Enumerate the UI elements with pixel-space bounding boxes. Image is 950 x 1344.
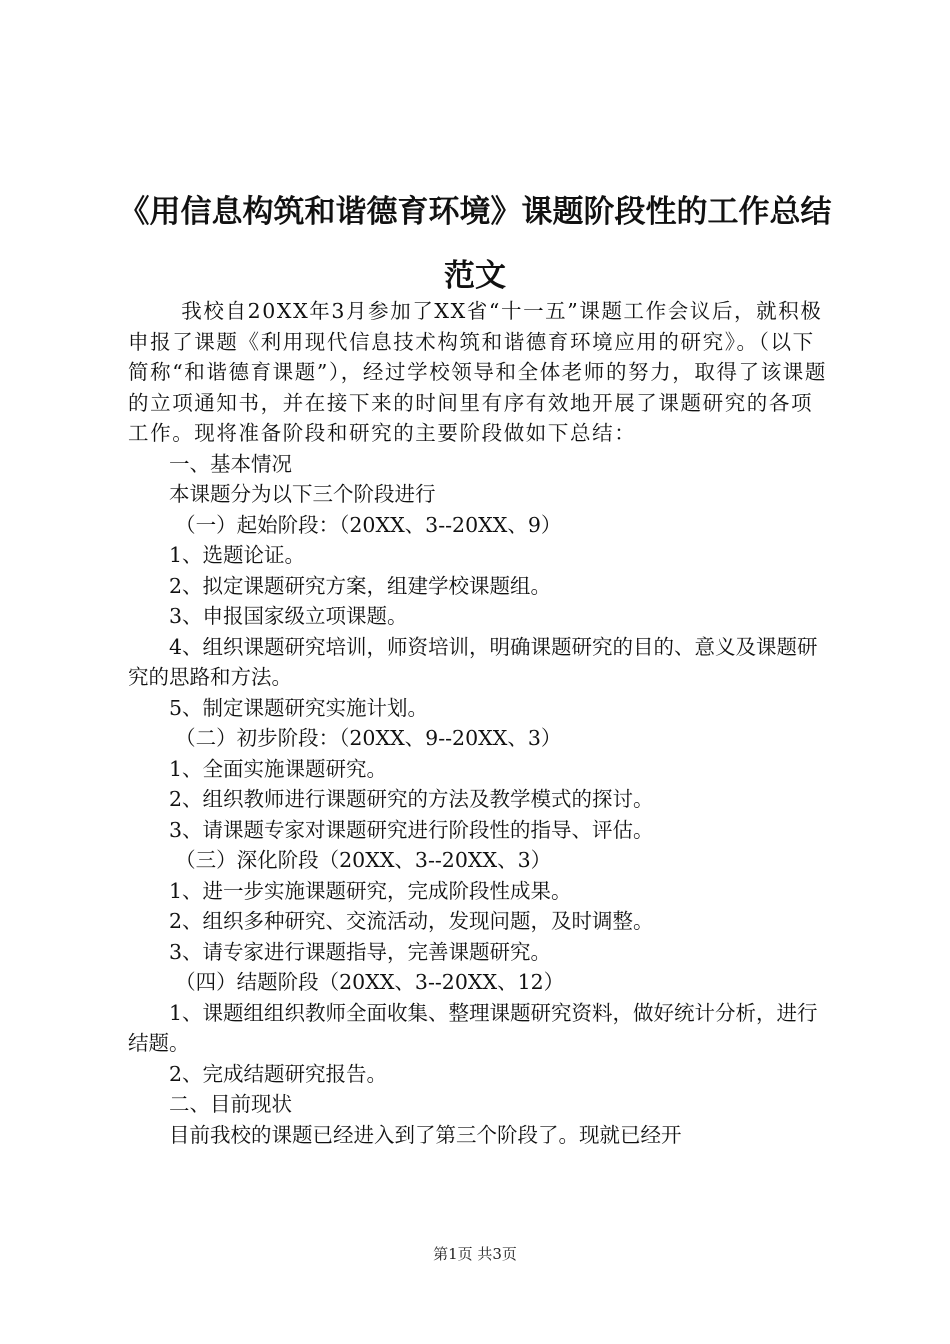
stage-heading: （一）起始阶段：（20XX、3--20XX、9） (175, 512, 562, 537)
list-item: 2、完成结题研究报告。 (169, 1061, 388, 1086)
document-title: 《用信息构筑和谐德育环境》课题阶段性的工作总结范文 (118, 194, 832, 294)
list-item: 2、组织教师进行课题研究的方法及教学模式的探讨。 (169, 787, 654, 811)
list-item: 5、制定课题研究实施计划。 (169, 695, 429, 720)
list-item: 4、组织课题研究培训，师资培训，明确课题研究的目的、意义及课题研究的思路和方法。 (128, 634, 818, 689)
list-item: 2、组织多种研究、交流活动，发现问题，及时调整。 (169, 909, 654, 933)
list-item: 1、进一步实施课题研究，完成阶段性成果。 (169, 878, 572, 903)
status-paragraph: 目前我校的课题已经进入到了第三个阶段了。现就已经开 (169, 1122, 682, 1147)
list-item: 1、选题论证。 (169, 543, 306, 567)
list-item: 2、拟定课题研究方案，组建学校课题组。 (169, 573, 552, 598)
stages-intro: 本课题分为以下三个阶段进行 (169, 482, 436, 506)
section-heading-status: 二、目前现状 (169, 1092, 292, 1116)
intro-paragraph: 我校自20XX年3月参加了XX省“十一五”课题工作会议后，就积极申报了课题《利用现代信息技术构筑和谐德育环境应用的研究》。（以下简称“和谐德育课题”），经过学校领导和全体老师的努力，取得了该课题的立项通知书，并在接下来的时间里有序有效地开展了课题研究的各项工作。现将准备阶段和研究的主要阶段做如下总结： (128, 299, 828, 445)
section-heading-basic: 一、基本情况 (169, 451, 292, 476)
stage-heading: （三）深化阶段（20XX、3--20XX、3） (175, 848, 552, 872)
list-item: 3、请课题专家对课题研究进行阶段性的指导、评估。 (169, 817, 654, 842)
list-item: 3、请专家进行课题指导，完善课题研究。 (169, 939, 552, 964)
list-item: 3、申报国家级立项课题。 (169, 604, 408, 628)
stage-heading: （二）初步阶段：（20XX、9--20XX、3） (175, 726, 562, 750)
list-item: 1、课题组组织教师全面收集、整理课题研究资料，做好统计分析，进行结题。 (128, 1000, 818, 1055)
stage-heading: （四）结题阶段（20XX、3--20XX、12） (175, 970, 565, 994)
page-footer: 第1页 共3页 (433, 1245, 517, 1263)
document-body (128, 296, 828, 1150)
list-item: 1、全面实施课题研究。 (169, 756, 388, 781)
